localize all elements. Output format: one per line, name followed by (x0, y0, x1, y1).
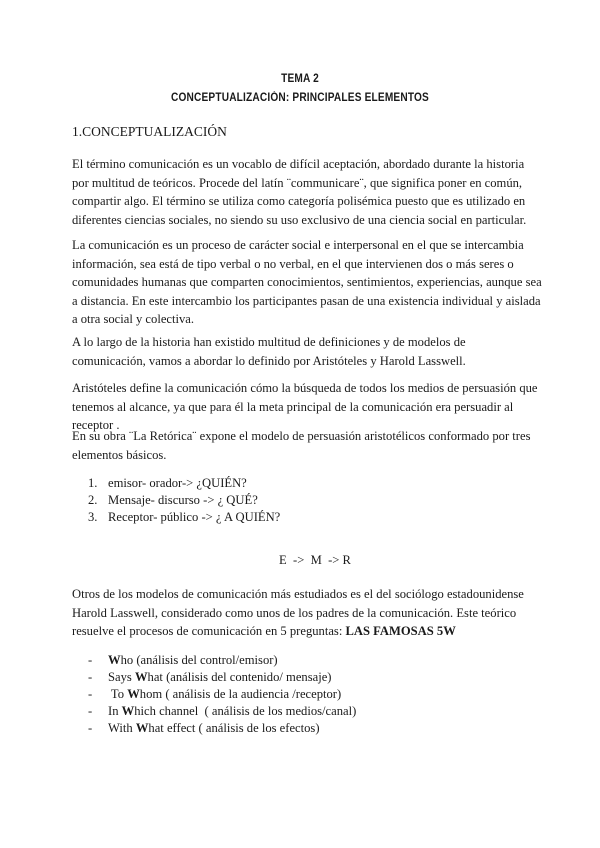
list-dash: - (88, 670, 93, 684)
document-subtitle: CONCEPTUALIZACIÓN: PRINCIPALES ELEMENTOS (170, 92, 429, 104)
list-item-number: 1. (88, 476, 98, 490)
list-dash: - (88, 687, 93, 701)
list-item-post: hom ( análisis de la audiencia /receptor) (139, 687, 342, 701)
paragraph-history: A lo largo de la historia han existido multitud de definiciones y de modelos de comunicación, vamos a abordar lo definido por Aristóteles y Harold Lasswell. (72, 335, 466, 368)
list-item-number: 2. (88, 493, 98, 507)
list-item-pre: Says (108, 670, 135, 684)
list-item (88, 703, 356, 720)
list-dash: - (88, 704, 93, 718)
section-heading: 1.CONCEPTUALIZACIÓN (72, 124, 227, 139)
document-title: TEMA 2 (281, 73, 319, 85)
list-item-w: W (135, 721, 149, 735)
list-item-w: W (134, 670, 148, 684)
list-item-pre: With (108, 721, 136, 735)
list-item-w: W (108, 653, 121, 667)
list-item-post: hich channel ( análisis de los medios/canal) (134, 704, 357, 718)
list-item-w: W (127, 687, 140, 701)
list-item-text: emisor- orador-> ¿QUIÉN? (108, 476, 247, 490)
ordered-list (88, 475, 280, 526)
list-item (88, 720, 356, 737)
paragraph-process: La comunicación es un proceso de carácter social e interpersonal en el que se intercambia información, sea está de tipo verbal o no verbal, en el que intervienen dos o más seres o comunidades humanas que comparten conocimientos, sentimientos, experiencias, aunque sea a distancia. En este intercambio los participantes pasan de una existencia individual y aislada a otra social y colectiva. (72, 238, 542, 326)
list-item-pre: In (108, 704, 122, 718)
list-item-post: hat effect ( análisis de los efectos) (148, 721, 320, 735)
paragraph-lasswell-text: Otros de los modelos de comunicación más estudiados es el del sociólogo estadounidense Harold Lasswell, considerado como unos de los padres de la comunicación. Este teórico resuelve el procesos de comunicación en 5 preguntas: (72, 587, 524, 638)
list-item-post: hat (análisis del contenido/ mensaje) (147, 670, 332, 684)
paragraph-lasswell (72, 585, 542, 641)
list-item-pre: To (108, 687, 128, 701)
list-item-text: Mensaje- discurso -> ¿ QUÉ? (108, 493, 258, 507)
list-item (88, 669, 356, 686)
list-item (88, 475, 280, 492)
five-w-list (88, 652, 356, 737)
paragraph-definition: El término comunicación es un vocablo de difícil aceptación, abordado durante la historia por multitud de teóricos. Procede del latín ¨communicare¨, que significa poner en común, compartir algo. El término se utiliza como categoría polisémica puesto que es utilizado en diferentes ciencias sociales, no siendo su uso exclusivo de una ciencia social en particular. (72, 157, 527, 227)
list-item (88, 652, 356, 669)
list-dash: - (88, 721, 93, 735)
list-item-post: ho (análisis del control/emisor) (120, 653, 278, 667)
emr-formula: E -> M -> R (279, 553, 351, 567)
list-item (88, 686, 356, 703)
paragraph-aristotle: Aristóteles define la comunicación cómo la búsqueda de todos los medios de persuasión que tenemos al alcance, ya que para él la meta principal de la comunicación era persuadir al receptor . (72, 381, 538, 432)
list-item (88, 492, 280, 509)
list-item-w: W (121, 704, 135, 718)
paragraph-retorica: En su obra ¨La Retórica¨ expone el modelo de persuasión aristotélicos conformado por tres elementos básicos. (72, 429, 531, 462)
five-w-emphasis: LAS FAMOSAS 5W (345, 624, 456, 638)
list-dash: - (88, 653, 93, 667)
list-item (88, 509, 280, 526)
list-item-number: 3. (88, 510, 98, 524)
list-item-text: Receptor- público -> ¿ A QUIÉN? (108, 510, 281, 524)
